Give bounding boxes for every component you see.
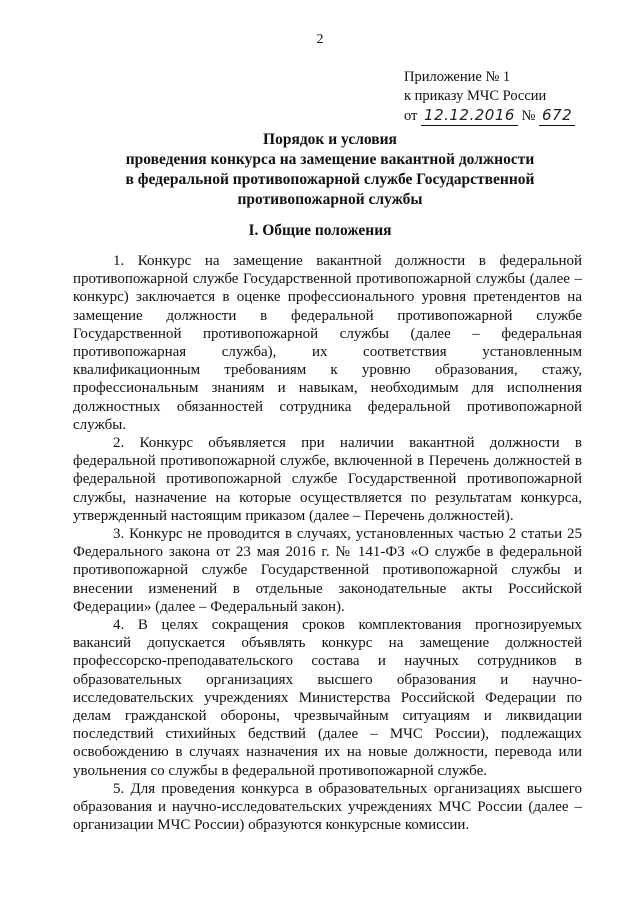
paragraph-3: 3. Конкурс не проводится в случаях, установленных частью 2 статьи 25 Федерального закона от 23 мая 2016 г. № 141-ФЗ «О службе в федеральной противопожарной службе Государственной противопожарной службы и внесении изменений в отдельные законодательные акты Российской Федерации» (далее – Федеральный закон). <box>73 526 582 615</box>
date-prefix: от <box>404 108 418 124</box>
section-heading: I. Общие положения <box>248 222 392 239</box>
title-line-4: противопожарной службы <box>237 191 423 208</box>
paragraph-4: 4. В целях сокращения сроков комплектования прогнозируемых вакансий допускается объявлять конкурс на замещение должностей профессорско-преподавательского состава и научных сотрудников в образовательных организациях высшего образования и научно-исследовательских учреждениях Министерства Российской Федерации по делам гражданской обороны, чрезвычайным ситуациям и ликвидации последствий стихийных бедствий (далее – МЧС России), подлежащих освобождению в случаях назначения их на новые должности, перевода или увольнения со службы в федеральной противопожарной службе. <box>73 617 582 779</box>
handwritten-date: 12.12.2016 <box>421 106 518 126</box>
appendix-block <box>404 68 575 126</box>
appendix-line-2: к приказу МЧС России <box>404 88 547 104</box>
number-prefix: № <box>521 108 536 124</box>
handwritten-order-number: 672 <box>539 106 575 126</box>
title-line-2: проведения конкурса на замещение вакантной должности <box>125 151 535 168</box>
paragraph-1: 1. Конкурс на замещение вакантной должности в федеральной противопожарной службе Государственной противопожарной службы (далее – конкурс) заключается в оценке профессионального уровня претендентов на замещение должности в федеральной противопожарной службе Государственной противопожарной службы (далее – федеральная противопожарная служба), их соответствия установленным квалификационным требованиям к уровню образования, стажу, профессиональным знаниям и навыкам, необходимым для исполнения должностных обязанностей сотрудника федеральной противопожарной службы. <box>73 253 582 433</box>
title-line-3: в федеральной противопожарной службе Государственной <box>125 171 535 188</box>
appendix-date-line <box>404 106 575 126</box>
document-title <box>100 130 560 210</box>
paragraph-5: 5. Для проведения конкурса в образовательных организациях высшего образования и научно-исследовательских учреждениях МЧС России (далее – организации МЧС России) образуются конкурсные комиссии. <box>73 780 582 834</box>
document-body <box>73 252 582 835</box>
page-number: 2 <box>316 32 324 47</box>
appendix-line-1: Приложение № 1 <box>404 69 511 85</box>
title-line-1: Порядок и условия <box>263 131 397 148</box>
paragraph-2: 2. Конкурс объявляется при наличии вакантной должности в федеральной противопожарной службе, включенной в Перечень должностей в федеральной противопожарной службе Государственной противопожарной службы, назначение на которые осуществляется по результатам конкурса, утвержденный настоящим приказом (далее – Перечень должностей). <box>73 435 582 524</box>
